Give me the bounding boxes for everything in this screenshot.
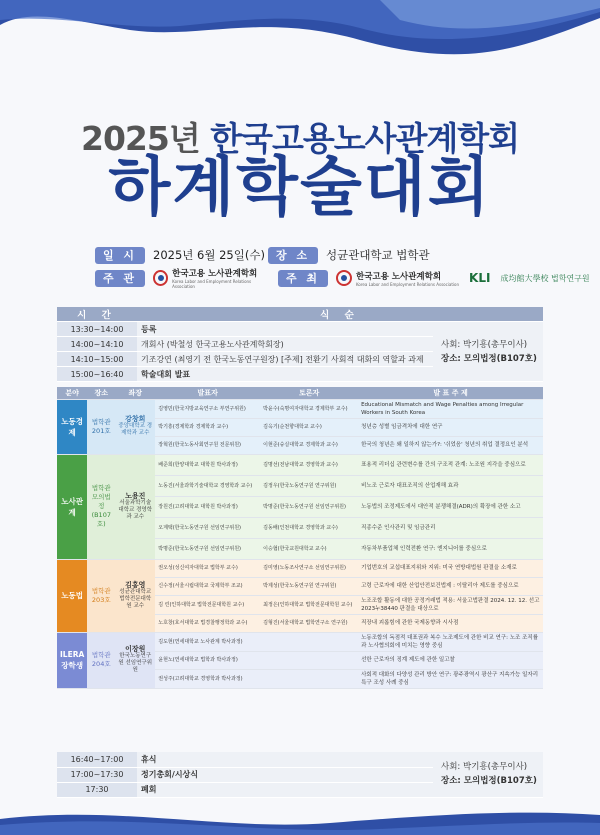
col-program: 식 순	[137, 307, 543, 322]
session-row	[57, 454, 543, 475]
topic: 노조조합 활동에 대한 공정거래법 적용: 서울고법판결 2024. 12. 12. 선고 2023누38440 판결을 대상으로	[358, 595, 543, 614]
kli-logo: KLI	[469, 271, 491, 285]
topic: 직장내 괴롭힘에 관한 국제동향과 시사점	[358, 614, 543, 632]
session-row	[57, 399, 543, 418]
section-name: 노동법	[57, 559, 87, 632]
org-logo-icon-2	[336, 270, 352, 286]
place-value: 성균관대학교 법학관	[326, 248, 430, 262]
topic: 표용적 리더십 관련변수를 간의 구조적 관계: 노조원 지각을 중심으로	[358, 454, 543, 475]
presenter: 배준희(한양대학교 대학원 박사과정)	[155, 454, 260, 475]
section-chair: 김홍영 성균관대학교 법학전문대학원 교수	[115, 559, 155, 632]
discussant: 김명선(전남대학교 경영학과 교수)	[260, 454, 358, 475]
discussant: 박명준(한국노동연구원 선임연구위원)	[260, 496, 358, 517]
session-row	[57, 632, 543, 651]
discussant: 김옥기(순천향대학교 교수)	[260, 418, 358, 436]
presenter: 노동진(서울과학기술대학교 경영학과 교수)	[155, 475, 260, 496]
presenter: 오계택(한국노동연구원 선임연구위원)	[155, 517, 260, 538]
topic: 한국의 청년은 왜 일하지 않는가?: '쉬었음' 청년의 취업 결정요인 분석	[358, 436, 543, 454]
topic: Educational Mismatch and Wage Penalties among Irregular Workers in South Korea	[358, 399, 543, 418]
section-room: 법학관 203호	[87, 559, 115, 632]
skku-logo: 成均館大學校 법학연구원	[500, 273, 590, 283]
topic: 노동조합의 독점적 대표권과 복수 노조제도에 관한 비교 연구: 노조 조직률과 노사협의회에 미치는 영향 중심	[358, 632, 543, 651]
topic: 선한 근로자의 징계 제도에 관한 일고찰	[358, 651, 543, 669]
topic: 기업번호의 교섭대표지위와 지위: 미국 연방대법원 판결을 소재로	[358, 559, 543, 577]
presenter: 김도현(연세대학교 노사관계 박사과정)	[155, 632, 260, 651]
presenter: 장혁원(한국노동사회연구원 전문위원)	[155, 436, 260, 454]
bottom-host-box: 사회: 박기흥(총무이사) 장소: 모의법정(B107호)	[433, 752, 543, 797]
event-subtitle: 2025년 한국고용노사관계학회	[80, 119, 519, 158]
top-wave-decoration	[0, 0, 600, 110]
discussant: 이현준(숭실대학교 경제학과 교수)	[260, 436, 358, 454]
presenter: 박명준(한국노동연구원 선임연구위원)	[155, 538, 260, 559]
discussant: 김정우(한국노동연구원 연구위원)	[260, 475, 358, 496]
topic: 사회적 대화의 다양성 관리 방안 연구: 광주광역시 광산구 지속가능 일자리 특구 조성 사례 중심	[358, 669, 543, 688]
date-place-row	[95, 245, 430, 265]
bottom-wave-decoration	[0, 805, 600, 835]
presenter: 권오성(성신여자대학교 법학부 교수)	[155, 559, 260, 577]
col-time: 시 간	[57, 307, 137, 322]
presenter: 김영민(한국지방교육연구소 부연구위원)	[155, 399, 260, 418]
discussant: 김형진(서울대학교 법학연구소 연구원)	[260, 614, 358, 632]
section-room: 법학관 204호	[87, 632, 115, 688]
org-logo-2: 한국고용 노사관계학회 Korea Labor and Employment Relations Association	[336, 270, 459, 287]
org-logo-icon	[153, 270, 168, 286]
discussant	[260, 651, 358, 669]
org-logo: 한국고용 노사관계학회 Korea Labor and Employment Relations Association	[153, 267, 268, 289]
event-title: 하계학술대회	[108, 151, 492, 225]
presenter: 신수정(서울시립대학교 국제학부 조교)	[155, 577, 260, 595]
discussant: 최정은(인하대학교 법학전문대학원 교수)	[260, 595, 358, 614]
schedule-bottom-table: 16:40~17:00 휴식 사회: 박기흥(총무이사) 장소: 모의법정(B107호) 17:00~17:30 정기총회/시상식 17:30 폐회	[57, 752, 543, 798]
section-chair: 강창희 중앙대학교 경제학과 교수	[115, 399, 155, 454]
topic: 비노조 근로자 대표조직의 산업재해 효과	[358, 475, 543, 496]
presenter: 권성주(고려대학교 경영학과 박사과정)	[155, 669, 260, 688]
date-label: 일 시	[95, 247, 145, 264]
session-row	[57, 559, 543, 577]
topic: 자동차부품업체 인력전환 연구: 엔지니어를 중심으로	[358, 538, 543, 559]
topic: 직종수준 인사관리 및 임금관리	[358, 517, 543, 538]
topic: 청년층 성별 임금격차에 대한 연구	[358, 418, 543, 436]
presenter: 김 린(인하대학교 법학전문대학원 교수)	[155, 595, 260, 614]
discussant: 박제성(한국노동연구원 연구위원)	[260, 577, 358, 595]
presenter: 윤현노(연세대학교 법학과 박사과정)	[155, 651, 260, 669]
presenter: 박기흥(경제학과 경제학과 교수)	[155, 418, 260, 436]
schedule-top-table: 시 간 식 순 13:30~14:00 등록 사회: 박기흥(총무이사) 장소: 모의법정(B107호) 14:00~14:10 개회사 (박철성 한국고용노사관계학회장) 14:10~15:00 기조강연 (최영기 전 한국노동연구원장) [주제] 전환기 사회적 대화의 역할과 과제 15:00~16:40 학술대회 발표	[57, 307, 543, 382]
section-name: ILERA 장학생	[57, 632, 87, 688]
topic: 노동법의 조정제도에서 대안적 분쟁해결(ADR)의 확장에 관한 소고	[358, 496, 543, 517]
section-name: 노동경제	[57, 399, 87, 454]
discussant: 박윤수(숙명여자대학교 경제학부 교수)	[260, 399, 358, 418]
date-value: 2025년 6월 25일(수)	[153, 248, 265, 262]
topic: 고령 근로자에 대한 산업안전보건법제 : 이탈리아 제도를 중심으로	[358, 577, 543, 595]
presenter: 노호창(호서대학교 법경찰행정학과 교수)	[155, 614, 260, 632]
section-name: 노사관계	[57, 454, 87, 559]
place-label: 장 소	[268, 247, 318, 264]
presenter: 장원진(고려대학교 대학원 박사과정)	[155, 496, 260, 517]
sponsor-label: 주 최	[278, 270, 328, 287]
section-chair: 노용진 서울과학기술대학교 경영학과 교수	[115, 454, 155, 559]
section-chair: 이장원 한국노동연구원 선임연구위원	[115, 632, 155, 688]
section-room: 법학관 모의법정 (B107호)	[87, 454, 115, 559]
sessions-table: 분야 장소 좌장 발표자 토론자 발 표 주 제 노동경제 법학관 201호 강창희 중앙대학교 경제학과 교수 김영민(한국지방교육연구소 부연구위원) 박윤수(숙명여자대학교 경제학부 교수) Educational Mismatch and Wage Penalties among Irregular Workers in South Korea 박기흥(경제학과 경제학과 교수) 김옥기(순천향대학교 교수) 청년층 성별 임금격차에 대한 연구 장혁원(한국노동사회연구원 전문위원) 이현준(숭실대학교 경제학과 교수) 한국의 청년은 왜 일하지 않는가?: '쉬었음' 청년의 취업 결정요인 분석 노사관계 법학관 모의법정 (B107호) 노용진 서울과학기술대학교 경영학과 교수 배준희(한양대학교 대학원 박사과정) 김명선(전남대학교 경영학과 교수) 표용적 리더십 관련변수를 간의 구조적 관계: 노조원 지각을 중심으로 노동진(서울과학기술대학교 경영학과 교수) 김정우(한국노동연구원 연구위원) 비노조 근로자 대표조직의 산업재해 효과 장원진(고려대학교 대학원 박사과정) 박명준(한국노동연구원 선임연구위원) 노동법의 조정제도에서 대안적 분쟁해결(ADR)의 확장에 관한 소고 오계택(한국노동연구원 선임연구위원) 김동배(인천대학교 경영학과 교수) 직종수준 인사관리 및 임금관리 박명준(한국노동연구원 선임연구위원) 이승협(한국교원대학교 교수) 자동차부품업체 인력전환 연구: 엔지니어를 중심으로 노동법 법학관 203호 김홍영 성균관대학교 법학전문대학원 교수 권오성(성신여자대학교 법학부 교수) 김미영(노동조사연구소 선임연구위원) 기업번호의 교섭대표지위와 지위: 미국 연방대법원 판결을 소재로 신수정(서울시립대학교 국제학부 조교) 박제성(한국노동연구원 연구위원) 고령 근로자에 대한 산업안전보건법제 : 이탈리아 제도를 중심으로 김 린(인하대학교 법학전문대학원 교수) 최정은(인하대학교 법학전문대학원 교수) 노조조합 활동에 대한 공정거래법 적용: 서울고법판결 2024. 12. 12. 선고 2023누38440 판결을 대상으로 노호창(호서대학교 법경찰행정학과 교수) 김형진(서울대학교 법학연구소 연구원) 직장내 괴롭힘에 관한 국제동향과 시사점 ILERA 장학생 법학관 204호 이장원 한국노동연구원 선임연구위원 김도현(연세대학교 노사관계 박사과정) 노동조합의 독점적 대표권과 복수 노조제도에 관한 비교 연구: 노조 조직률과 노사협의회에 미치는 영향 중심 윤현노(연세대학교 법학과 박사과정) 선한 근로자의 징계 제도에 관한 일고찰 권성주(고려대학교 경영학과 박사과정) 사회적 대화의 다양성 관리 방안 연구: 광주광역시 광산구 지속가능 일자리 특구 조성 사례 중심	[57, 387, 543, 689]
discussant: 이승협(한국교원대학교 교수)	[260, 538, 358, 559]
organizer-row	[95, 268, 590, 288]
discussant	[260, 669, 358, 688]
discussant: 김동배(인천대학교 경영학과 교수)	[260, 517, 358, 538]
section-room: 법학관 201호	[87, 399, 115, 454]
host-label: 주 관	[95, 270, 145, 287]
discussant: 김미영(노동조사연구소 선임연구위원)	[260, 559, 358, 577]
discussant	[260, 632, 358, 651]
top-host-box: 사회: 박기흥(총무이사) 장소: 모의법정(B107호)	[433, 322, 543, 382]
